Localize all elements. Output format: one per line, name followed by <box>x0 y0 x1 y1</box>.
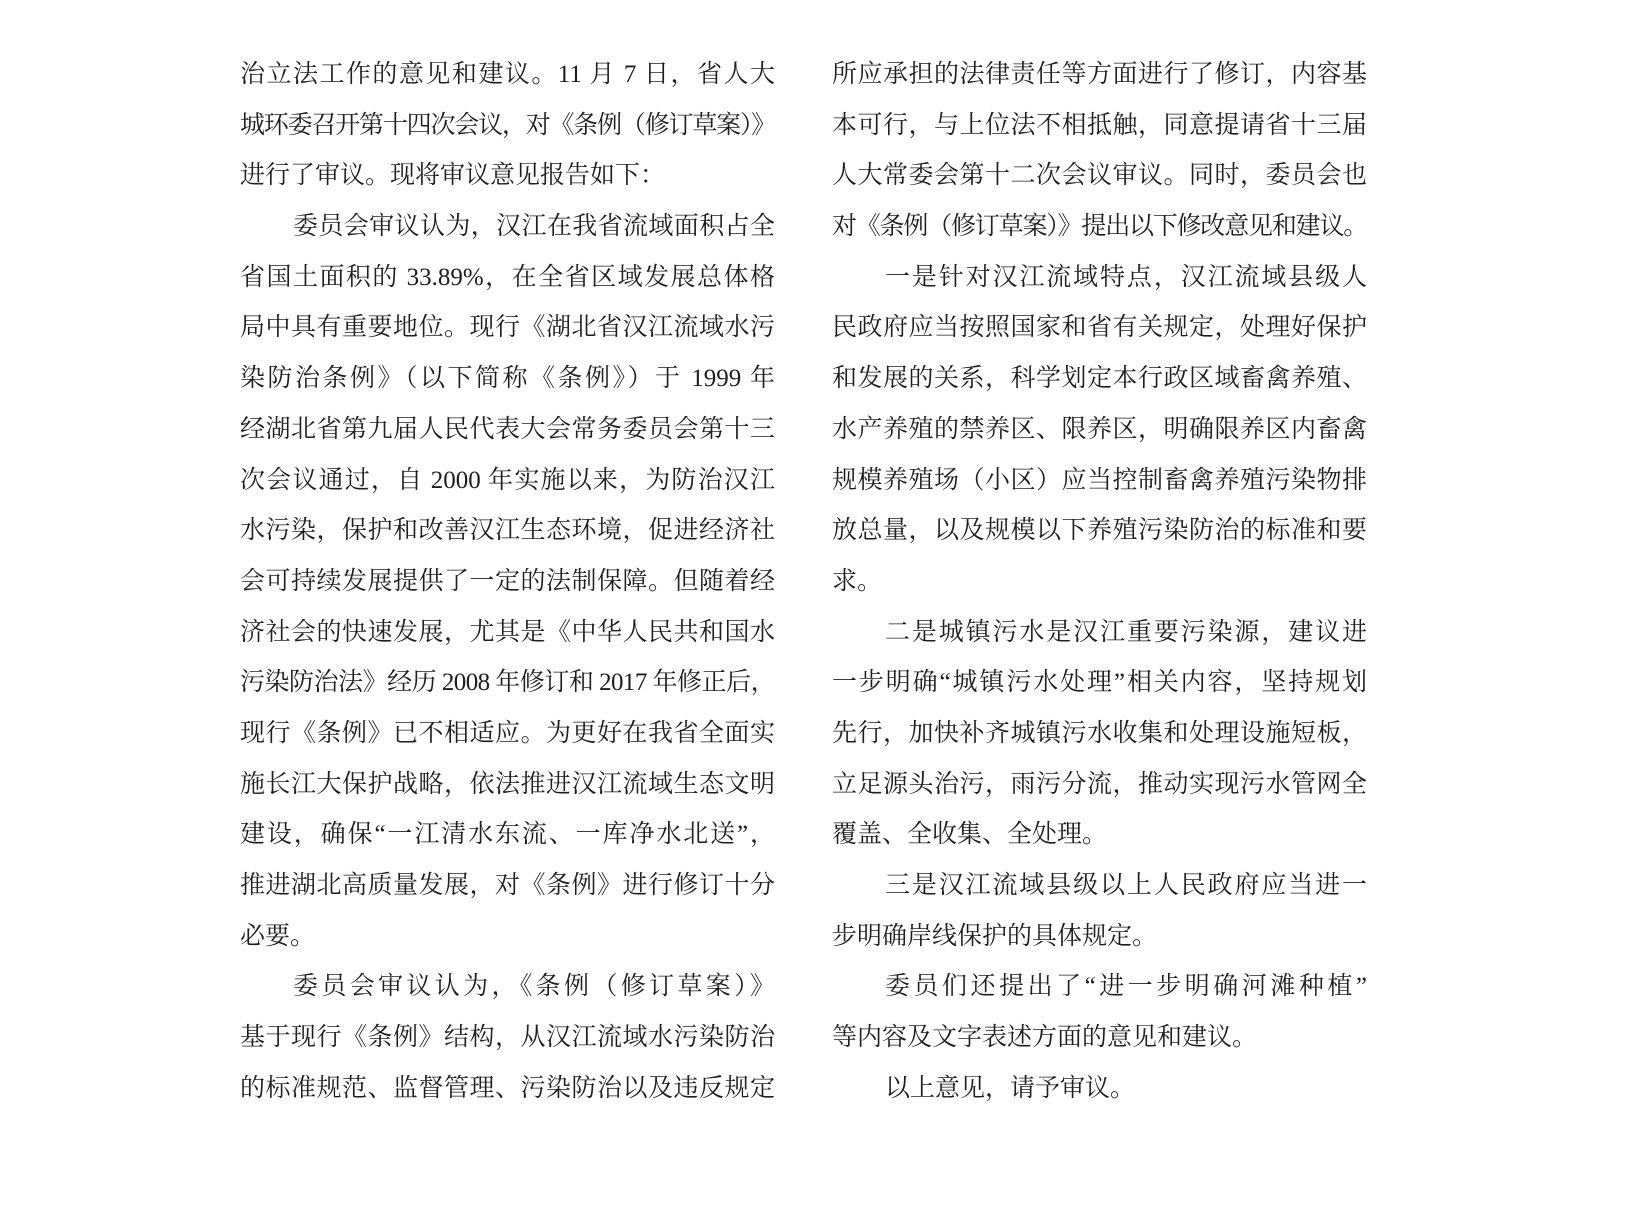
text-line: 所应承担的法律责任等方面进行了修订，内容基 <box>832 61 1367 88</box>
text-line: 治立法工作的意见和建议。11 月 7 日，省人大 <box>240 61 775 88</box>
paragraph <box>832 608 1367 861</box>
text-line: 三是汉江流域县级以上人民政府应当进一 <box>885 872 1367 899</box>
paragraph <box>240 202 775 962</box>
text-line: 先行，加快补齐城镇污水收集和处理设施短板， <box>832 719 1367 747</box>
paragraph <box>832 50 1367 253</box>
text-line: 建设，确保“一江清水东流、一库净水北送”， <box>240 821 775 849</box>
text-line: 局中具有重要地位。现行《湖北省汉江流域水污 <box>240 314 775 342</box>
text-line: 一步明确“城镇污水处理”相关内容，坚持规划 <box>832 669 1367 697</box>
text-line: 二是城镇污水是汉江重要污染源，建议进 <box>885 618 1367 646</box>
text-line: 经湖北省第九届人民代表大会常务委员会第十三 <box>240 415 775 443</box>
text-line: 本可行，与上位法不相抵触，同意提请省十三届 <box>832 111 1367 139</box>
text-line: 一是针对汉江流域特点，汉江流域县级人 <box>885 263 1367 291</box>
text-line: 规模养殖场（小区）应当控制畜禽养殖污染物排 <box>832 466 1367 494</box>
text-line: 施长江大保护战略，依法推进汉江流域生态文明 <box>240 770 775 798</box>
text-line: 步明确岸线保护的具体规定。 <box>832 922 1158 950</box>
text-line: 次会议通过，自 2000 年实施以来，为防治汉江 <box>240 466 775 494</box>
text-line: 委员会审议认为，汉江在我省流域面积占全 <box>293 213 775 241</box>
left-text-column <box>240 50 775 1114</box>
paragraph <box>240 50 775 202</box>
text-line: 染防治条例》（以下简称《条例》）于 1999 年 <box>240 365 775 393</box>
text-line: 人大常委会第十二次会议审议。同时，委员会也 <box>832 162 1367 190</box>
right-text-column <box>832 50 1367 1114</box>
text-line: 委员会审议认为，《条例（修订草案）》 <box>293 973 775 1001</box>
text-line: 水污染，保护和改善汉江生态环境，促进经济社 <box>240 517 775 545</box>
text-line: 水产养殖的禁养区、限养区，明确限养区内畜禽 <box>832 415 1367 443</box>
text-line: 求。 <box>832 567 883 595</box>
text-line: 必要。 <box>240 922 316 950</box>
paragraph <box>832 861 1367 962</box>
text-line: 委员们还提出了“进一步明确河滩种植” <box>885 973 1367 1001</box>
text-line: 的标准规范、监督管理、污染防治以及违反规定 <box>240 1074 775 1102</box>
text-line: 民政府应当按照国家和省有关规定，处理好保护 <box>832 314 1367 342</box>
text-line: 现行《条例》已不相适应。为更好在我省全面实 <box>240 719 775 747</box>
text-line: 会可持续发展提供了一定的法制保障。但随着经 <box>240 567 775 595</box>
paragraph <box>832 253 1367 608</box>
text-line: 立足源头治污，雨污分流，推动实现污水管网全 <box>832 770 1367 798</box>
paragraph <box>240 962 775 1114</box>
text-line: 省国土面积的 33.89%，在全省区域发展总体格 <box>240 263 775 291</box>
text-line: 放总量，以及规模以下养殖污染防治的标准和要 <box>832 517 1367 545</box>
text-line: 济社会的快速发展，尤其是《中华人民共和国水 <box>240 618 775 646</box>
text-line: 覆盖、全收集、全处理。 <box>832 821 1108 849</box>
text-line: 基于现行《条例》结构，从汉江流域水污染防治 <box>240 1024 775 1052</box>
text-line: 以上意见，请予审议。 <box>885 1074 1136 1102</box>
text-line: 进行了审议。现将审议意见报告如下： <box>240 162 666 190</box>
text-line: 推进湖北高质量发展，对《条例》进行修订十分 <box>240 872 775 899</box>
text-line: 对《条例（修订草案）》提出以下修改意见和建议。 <box>832 213 1367 241</box>
paragraph <box>832 1064 1367 1115</box>
text-line: 污染防治法》经历 2008 年修订和 2017 年修正后， <box>240 669 775 697</box>
text-line: 等内容及文字表述方面的意见和建议。 <box>832 1024 1258 1052</box>
text-line: 城环委召开第十四次会议，对《条例（修订草案）》 <box>240 111 775 139</box>
paragraph <box>832 962 1367 1063</box>
text-line: 和发展的关系，科学划定本行政区域畜禽养殖、 <box>832 365 1367 393</box>
